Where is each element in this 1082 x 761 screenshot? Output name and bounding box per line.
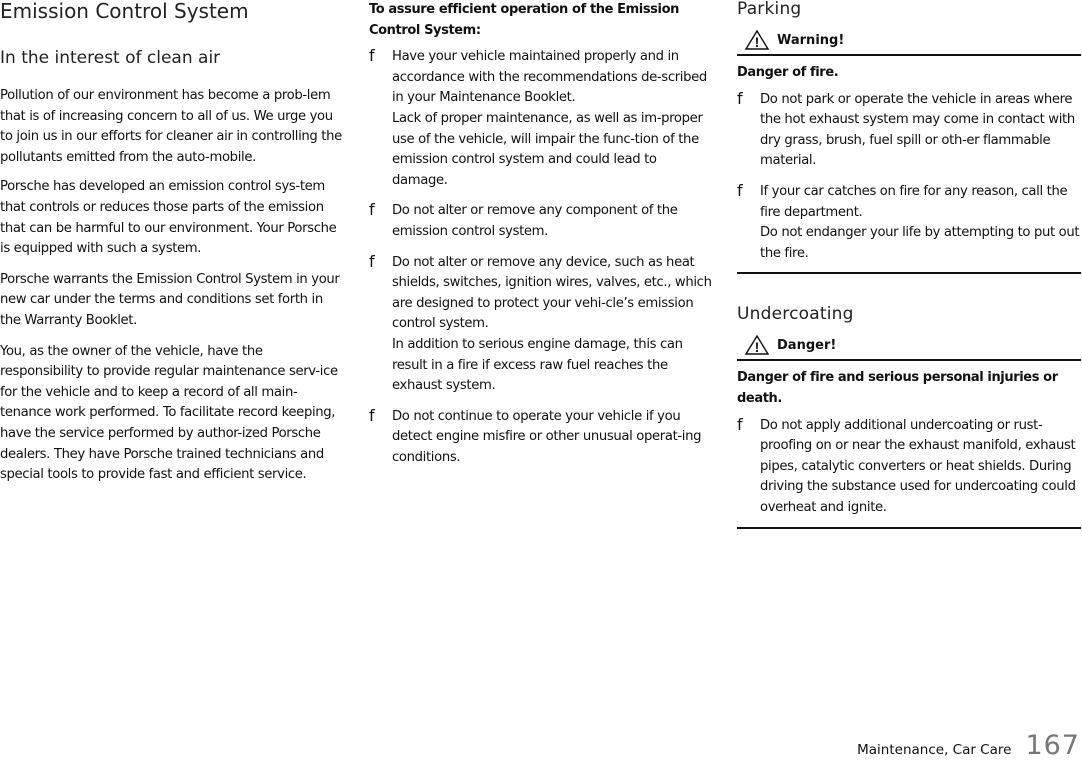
bullet-item <box>737 182 1081 264</box>
bullet-marker: f <box>369 200 375 220</box>
warning-banner <box>737 30 1081 56</box>
bullet-item <box>369 201 713 242</box>
danger-label: Danger! <box>777 338 837 354</box>
bullet-marker: f <box>737 414 743 434</box>
paragraph-warranty: Porsche warrants the Emission Control System in your new car under the terms and conditions set forth in the Warranty Booklet. <box>0 271 340 328</box>
bullet-text: In addition to serious engine damage, this can result in a fire if excess raw fuel reaches the exhaust system. <box>392 336 683 394</box>
bullet-text: Lack of proper maintenance, as well as im-proper use of the vehicle, will impair the func-tion of the emission control system and could lead to damage. <box>392 110 703 188</box>
bullet-marker: f <box>737 180 743 200</box>
page-footer <box>857 730 1080 761</box>
column-middle <box>369 0 713 468</box>
bullet-text: Do not park or operate the vehicle in areas where the hot exhaust system may come in contact with dry grass, brush, fuel spill or oth-er flammable material. <box>760 91 1075 169</box>
bullet-marker: f <box>369 46 375 66</box>
danger-banner <box>737 335 1081 361</box>
warning-label: Warning! <box>777 33 845 48</box>
bullet-text: Do not alter or remove any component of the emission control system. <box>392 203 678 239</box>
bullet-marker: f <box>369 405 375 425</box>
warning-triangle-icon <box>745 335 769 355</box>
section-subtitle: In the interest of clean air <box>0 48 221 68</box>
warning-triangle-icon <box>745 30 769 50</box>
bullet-marker: f <box>369 251 375 271</box>
bullet-text: Do not endanger your life by attempting to put out the fire. <box>760 225 1080 261</box>
bullet-item <box>369 47 713 191</box>
bullet-item <box>737 90 1081 172</box>
column-right <box>737 0 1081 529</box>
footer-section-name: Maintenance, Car Care <box>857 742 1012 758</box>
bullet-text: Have your vehicle maintained properly and in accordance with the recommendations de-scribed in your Maintenance Booklet. <box>392 49 707 106</box>
undercoating-danger-lead: Danger of fire and serious personal injuries or death. <box>737 370 1058 406</box>
bullet-text: Do not apply additional undercoating or rust-proofing on or near the exhaust manifold, exhaust pipes, catalytic converters or heat shields. During driving the substance used for undercoating could overheat and ignite. <box>760 417 1076 515</box>
heading-parking: Parking <box>737 0 802 19</box>
heading-undercoating: Undercoating <box>737 304 854 325</box>
bullet-item <box>369 253 713 397</box>
bullet-marker: f <box>737 88 743 108</box>
bullet-item <box>369 407 713 469</box>
paragraph-emission-system: Porsche has developed an emission control sys-tem that controls or reduces those parts of the emission that can be harmful to our environment. Your Porsche is equipped with such a system. <box>0 179 337 257</box>
warning-icon-mark: ! <box>754 34 760 50</box>
paragraph-owner-responsibility: You, as the owner of the vehicle, have the responsibility to provide regular maintenance serv-ice for the vehicle and to keep a record of all main-tenance work performed. To facilitate record keeping, have the service performed by author-ized Porsche dealers. They have Porsche trained technicians and special tools to provide fast and efficient service. <box>0 343 338 483</box>
section-divider <box>737 527 1081 529</box>
section-divider <box>737 272 1081 274</box>
bullet-item <box>737 416 1081 519</box>
bullet-text: Do not continue to operate your vehicle if you detect engine misfire or other unusual operat-ing conditions. <box>392 408 702 465</box>
column-left <box>0 0 346 486</box>
parking-danger-lead: Danger of fire. <box>737 65 839 80</box>
warning-icon-mark: ! <box>754 339 760 356</box>
emission-lead-text: To assure efficient operation of the Emission Control System: <box>369 2 679 38</box>
bullet-text: If your car catches on fire for any reason, call the fire department. <box>760 183 1068 220</box>
paragraph-pollution: Pollution of our environment has become a prob-lem that is of increasing concern to all of us. We urge you to join us in our efforts for cleaner air in controlling the pollutants emitted from the auto-mobile. <box>0 88 342 165</box>
bullet-text: Do not alter or remove any device, such as heat shields, switches, ignition wires, valves, etc., which are designed to protect your vehi-cle’s emission control system. <box>392 254 712 332</box>
page-title: Emission Control System <box>0 0 249 23</box>
page-number: 167 <box>1025 730 1080 761</box>
